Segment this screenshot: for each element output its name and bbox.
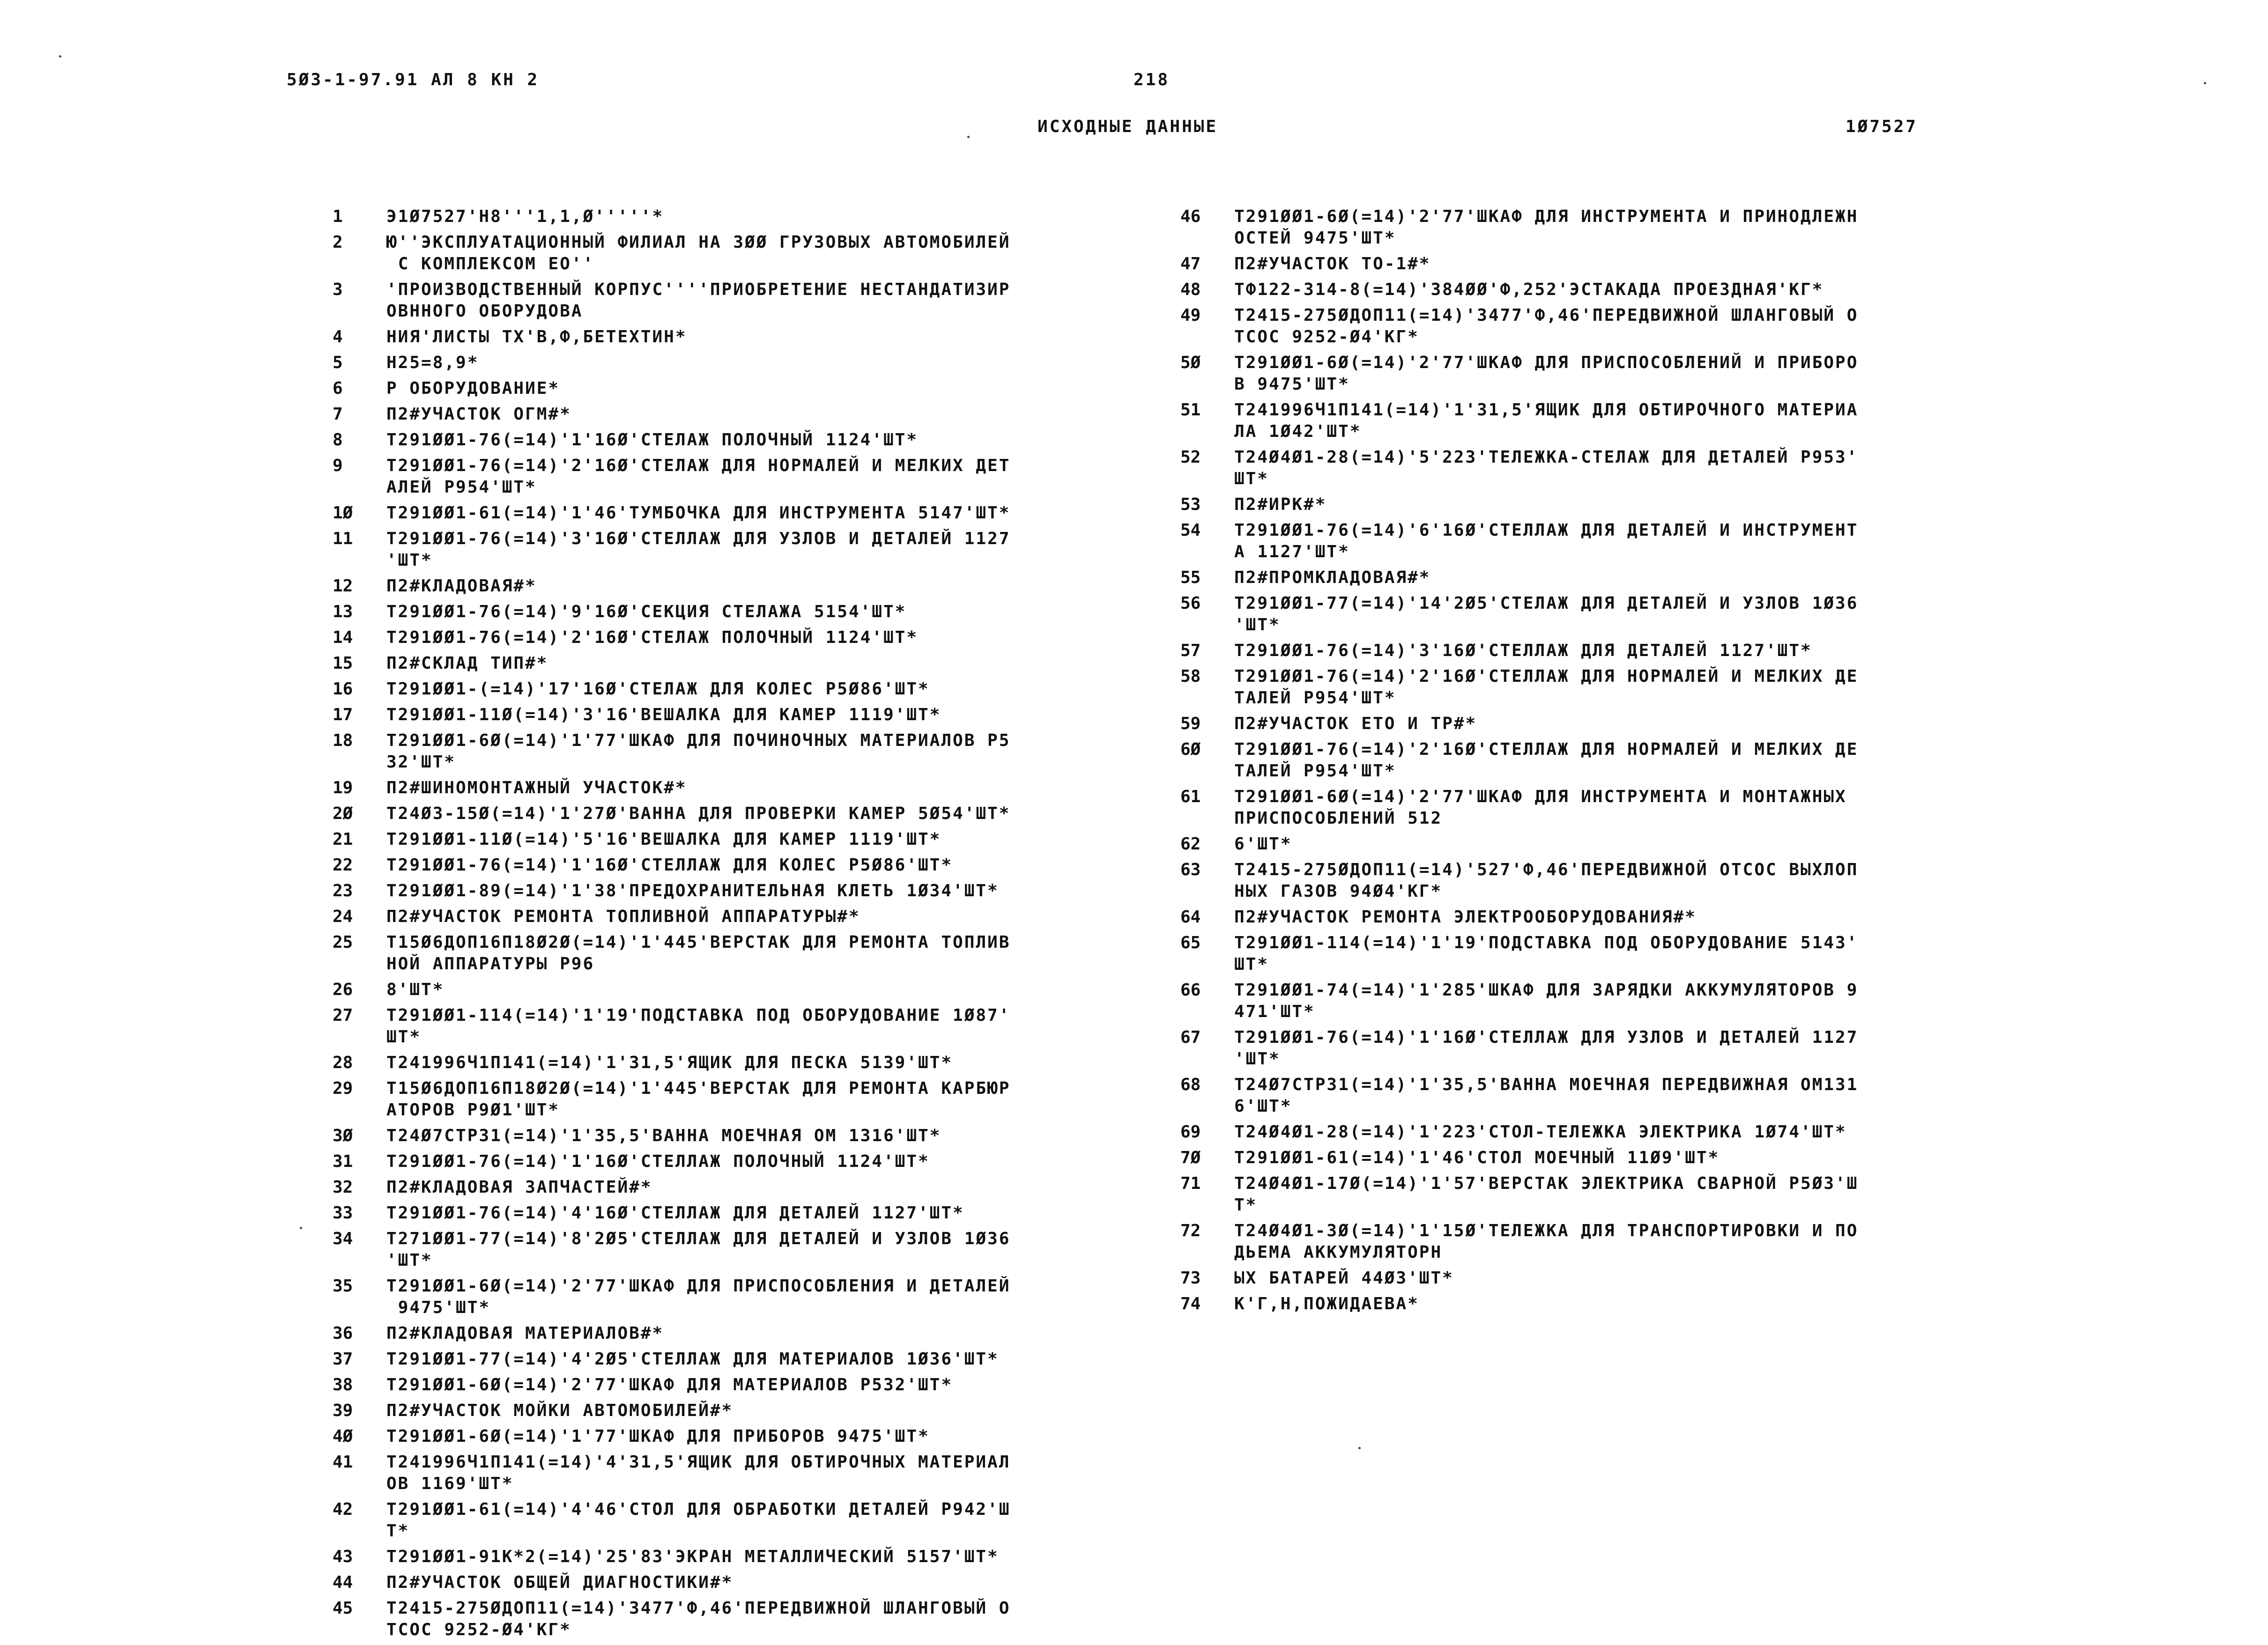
line-number: 6 [333,379,343,398]
listing-line [1180,447,2007,490]
listing-line [333,232,1159,275]
line-number: 53 [1180,495,1201,514]
listing-line [1180,1293,2007,1315]
listing-line [333,855,1159,876]
line-number: 16 [333,679,353,699]
listing-line [333,404,1159,425]
listing-line [333,1374,1159,1396]
listing-line [333,1228,1159,1271]
listing-line [333,1151,1159,1173]
listing-line [1180,279,2007,301]
line-text: П2#УЧАСТОК ТО-1#* [1234,254,1431,273]
listing-line [333,206,1159,228]
listing-line [333,528,1159,571]
listing-line [333,932,1159,975]
line-text: ЫХ БАТАРЕЙ 44Ø3'ШТ* [1234,1269,1454,1288]
line-number: 54 [1180,521,1201,540]
line-number: 33 [333,1203,353,1223]
listing-line [333,829,1159,850]
listing-line [333,1125,1159,1147]
line-text: Т291ØØ1-76(=14)'2'16Ø'СТЕЛЛАЖ ДЛЯ НОРМАЛЕЙ И МЕЛКИХ ДЕ ТАЛЕЙ Р954'ШТ* [1234,667,1859,708]
listing-line [333,1005,1159,1048]
listing-line [333,1177,1159,1198]
listing-line [333,378,1159,399]
line-text: П2#ШИНОМОНТАЖНЫЙ УЧАСТОК#* [386,778,687,797]
line-text: Т291ØØ1-89(=14)'1'38'ПРЕДОХРАНИТЕЛЬНАЯ КЛЕТЬ 1Ø34'ШТ* [386,881,999,900]
line-text: Т291ØØ1-11Ø(=14)'3'16'ВЕШАЛКА ДЛЯ КАМЕР 1119'ШТ* [386,705,941,724]
page-number: 218 [1134,70,1170,89]
line-number: 62 [1180,834,1201,854]
line-text: Т291ØØ1-11Ø(=14)'5'16'ВЕШАЛКА ДЛЯ КАМЕР 1119'ШТ* [386,830,941,849]
listing-line [333,803,1159,825]
page-title: ИСХОДНЫЕ ДАННЫЕ [1038,117,1218,136]
line-text: Т24Ø3-15Ø(=14)'1'27Ø'ВАННА ДЛЯ ПРОВЕРКИ КАМЕР 5Ø54'ШТ* [386,804,1011,823]
listing-line [333,1499,1159,1542]
line-text: 6'ШТ* [1234,834,1292,854]
line-text: П2#КЛАДОВАЯ ЗАПЧАСТЕЙ#* [386,1178,652,1197]
listing-line [333,575,1159,597]
line-number: 31 [333,1152,353,1171]
line-text: Т291ØØ1-91К*2(=14)'25'83'ЭКРАН МЕТАЛЛИЧЕСКИЙ 5157'ШТ* [386,1547,999,1566]
line-number: 29 [333,1079,353,1098]
left-column [333,206,1159,1645]
line-text: Т24Ø4Ø1-28(=14)'1'223'СТОЛ-ТЕЛЕЖКА ЭЛЕКТРИКА 1Ø74'ШТ* [1234,1122,1847,1142]
line-number: 39 [333,1401,353,1420]
listing-line [1180,786,2007,829]
line-text: Т291ØØ1-61(=14)'1'46'ТУМБОЧКА ДЛЯ ИНСТРУМЕНТА 5147'ШТ* [386,503,1011,523]
listing-line [333,326,1159,348]
listing-line [1180,980,2007,1023]
listing-line [333,979,1159,1001]
listing-line [333,1202,1159,1224]
listing-line [1180,932,2007,975]
line-number: 61 [1180,787,1201,806]
line-text: Т291ØØ1-76(=14)'6'16Ø'СТЕЛЛАЖ ДЛЯ ДЕТАЛЕЙ И ИНСТРУМЕНТ А 1127'ШТ* [1234,521,1859,561]
line-text: Т24Ø4Ø1-17Ø(=14)'1'57'ВЕРСТАК ЭЛЕКТРИКА СВАРНОЙ Р5Ø3'Ш Т* [1234,1174,1859,1215]
line-number: 43 [333,1547,353,1566]
listing-line [1180,593,2007,636]
line-number: 18 [333,731,353,750]
line-number: 8 [333,430,343,450]
line-text: Р ОБОРУДОВАНИЕ* [386,379,560,398]
listing-line [333,502,1159,524]
listing-line [333,601,1159,623]
line-number: 13 [333,602,353,621]
line-text: Т291ØØ1-114(=14)'1'19'ПОДСТАВКА ПОД ОБОРУДОВАНИЕ 1Ø87' ШТ* [386,1006,1011,1047]
listing-line [333,279,1159,322]
line-number: 23 [333,881,353,900]
line-text: Т291ØØ1-77(=14)'14'2Ø5'СТЕЛАЖ ДЛЯ ДЕТАЛЕЙ И УЗЛОВ 1Ø36 'ШТ* [1234,594,1859,634]
scan-speck [300,1227,302,1229]
listing-line [333,704,1159,726]
line-text: Т291ØØ1-76(=14)'4'16Ø'СТЕЛЛАЖ ДЛЯ ДЕТАЛЕЙ 1127'ШТ* [386,1203,964,1223]
line-number: 56 [1180,594,1201,613]
listing-line [1180,1027,2007,1070]
line-text: ТФ122-314-8(=14)'384ØØ'Ф,252'ЭСТАКАДА ПРОЕЗДНАЯ'КГ* [1234,280,1824,299]
listing-line [1180,1121,2007,1143]
line-text: П2#УЧАСТОК РЕМОНТА ЭЛЕКТРООБОРУДОВАНИЯ#* [1234,907,1697,927]
line-number: 36 [333,1324,353,1343]
line-text: П2#УЧАСТОК ОГМ#* [386,405,571,424]
line-number: 2 [333,233,343,252]
line-text: Т291ØØ1-6Ø(=14)'1'77'ШКАФ ДЛЯ ПОЧИНОЧНЫХ МАТЕРИАЛОВ Р5 32'ШТ* [386,731,1011,772]
right-column [1180,206,2007,1319]
line-number: 65 [1180,933,1201,952]
line-text: П2#СКЛАД ТИП#* [386,654,548,673]
scan-speck [1358,1447,1361,1449]
line-number: 47 [1180,254,1201,273]
line-number: 1Ø [333,503,353,523]
line-text: Т291ØØ1-6Ø(=14)'2'77'ШКАФ ДЛЯ ПРИСПОСОБЛЕНИЙ И ПРИБОРО В 9475'ШТ* [1234,353,1859,394]
line-text: Т291ØØ1-76(=14)'2'16Ø'СТЕЛЛАЖ ДЛЯ НОРМАЛЕЙ И МЕЛКИХ ДЕ ТАЛЕЙ Р954'ШТ* [1234,740,1859,781]
line-text: Э1Ø7527'Н8'''1,1,Ø'''''* [386,207,664,226]
line-text: Т291ØØ1-76(=14)'1'16Ø'СТЕЛЛАЖ ДЛЯ УЗЛОВ И ДЕТАЛЕЙ 1127 'ШТ* [1234,1028,1859,1069]
line-number: 3 [333,280,343,299]
line-number: 37 [333,1350,353,1369]
line-text: Т241996Ч1П141(=14)'4'31,5'ЯЩИК ДЛЯ ОБТИРОЧНЫХ МАТЕРИАЛ ОВ 1169'ШТ* [386,1453,1011,1493]
listing-line [333,1426,1159,1447]
line-text: Т291ØØ1-76(=14)'9'16Ø'СЕКЦИЯ СТЕЛАЖА 5154'ШТ* [386,602,907,621]
listing-line [1180,1220,2007,1263]
listing-line [333,1349,1159,1370]
line-text: Т291ØØ1-76(=14)'3'16Ø'СТЕЛЛАЖ ДЛЯ ДЕТАЛЕЙ 1127'ШТ* [1234,641,1812,660]
line-text: Т291ØØ1-61(=14)'4'46'СТОЛ ДЛЯ ОБРАБОТКИ ДЕТАЛЕЙ Р942'Ш Т* [386,1500,1011,1541]
listing-line [333,906,1159,928]
line-number: 73 [1180,1269,1201,1288]
line-number: 59 [1180,714,1201,733]
line-text: Т291ØØ1-76(=14)'2'16Ø'СТЕЛАЖ ПОЛОЧНЫЙ 1124'ШТ* [386,628,918,647]
line-number: 57 [1180,641,1201,660]
listing-line [1180,640,2007,662]
line-text: П2#ПРОМКЛАДОВАЯ#* [1234,568,1431,587]
listing-line [1180,713,2007,735]
listing-line [333,455,1159,498]
line-text: Т291ØØ1-76(=14)'1'16Ø'СТЕЛЛАЖ ПОЛОЧНЫЙ 1124'ШТ* [386,1152,930,1171]
line-text: 'ПРОИЗВОДСТВЕННЫЙ КОРПУС''''ПРИОБРЕТЕНИЕ НЕСТАНДАТИЗИР ОВННОГО ОБОРУДОВА [386,280,1011,321]
line-number: 55 [1180,568,1201,587]
line-text: Т291ØØ1-77(=14)'4'2Ø5'СТЕЛЛАЖ ДЛЯ МАТЕРИАЛОВ 1Ø36'ШТ* [386,1350,999,1369]
line-text: П2#УЧАСТОК ЕТО И ТР#* [1234,714,1477,733]
line-number: 49 [1180,306,1201,325]
listing-line [333,352,1159,374]
line-number: 35 [333,1276,353,1296]
listing-line [333,730,1159,773]
line-number: 72 [1180,1221,1201,1240]
line-number: 71 [1180,1174,1201,1193]
listing-line [333,1546,1159,1568]
line-text: НИЯ'ЛИСТЫ ТХ'В,Ф,БЕТЕХТИН* [386,327,687,347]
listing-line [1180,520,2007,563]
listing-line [333,429,1159,451]
line-number: 22 [333,856,353,875]
line-text: Т291ØØ1-76(=14)'3'16Ø'СТЕЛЛАЖ ДЛЯ УЗЛОВ И ДЕТАЛЕЙ 1127 'ШТ* [386,529,1011,570]
line-text: Т241996Ч1П141(=14)'1'31,5'ЯЩИК ДЛЯ ОБТИРОЧНОГО МАТЕРИА ЛА 1Ø42'ШТ* [1234,400,1859,441]
line-text: Т15Ø6ДОП16П18Ø2Ø(=14)'1'445'ВЕРСТАК ДЛЯ РЕМОНТА ТОПЛИВ НОЙ АППАРАТУРЫ Р96 [386,933,1011,974]
line-text: Т24Ø7СТР31(=14)'1'35,5'ВАННА МОЕЧНАЯ ПЕРЕДВИЖНАЯ ОМ131 6'ШТ* [1234,1075,1859,1116]
listing-line [333,627,1159,649]
listing-line [1180,666,2007,709]
listing-line [333,880,1159,902]
line-number: 32 [333,1178,353,1197]
line-text: Т291ØØ1-61(=14)'1'46'СТОЛ МОЕЧНЫЙ 11Ø9'ШТ* [1234,1148,1720,1167]
listing-line [333,1323,1159,1344]
line-text: Т291ØØ1-114(=14)'1'19'ПОДСТАВКА ПОД ОБОРУДОВАНИЕ 5143' ШТ* [1234,933,1859,974]
listing-line [1180,494,2007,516]
line-number: 21 [333,830,353,849]
line-number: 2Ø [333,804,353,823]
listing-line [1180,305,2007,348]
line-number: 9 [333,456,343,475]
listing-line [1180,1268,2007,1289]
line-number: 67 [1180,1028,1201,1047]
line-text: Н25=8,9* [386,353,479,372]
line-text: Т2415-275ØДОП11(=14)'3477'Ф,46'ПЕРЕДВИЖНОЙ ШЛАНГОВЫЙ О ТСОС 9252-Ø4'КГ* [386,1599,1011,1639]
line-text: Т24Ø4Ø1-3Ø(=14)'1'15Ø'ТЕЛЕЖКА ДЛЯ ТРАНСПОРТИРОВКИ И ПО ДЬЕМА АККУМУЛЯТОРН [1234,1221,1859,1262]
line-text: Т291ØØ1-76(=14)'1'16Ø'СТЕЛАЖ ПОЛОЧНЫЙ 1124'ШТ* [386,430,918,450]
line-number: 6Ø [1180,740,1201,759]
line-text: Т291ØØ1-(=14)'17'16Ø'СТЕЛАЖ ДЛЯ КОЛЕС Р5Ø86'ШТ* [386,679,930,699]
line-text: Т291ØØ1-76(=14)'1'16Ø'СТЕЛЛАЖ ДЛЯ КОЛЕС Р5Ø86'ШТ* [386,856,953,875]
line-number: 26 [333,980,353,999]
line-text: Т291ØØ1-74(=14)'1'285'ШКАФ ДЛЯ ЗАРЯДКИ АККУМУЛЯТОРОВ 9 471'ШТ* [1234,981,1859,1021]
line-number: 1 [333,207,343,226]
line-number: 51 [1180,400,1201,420]
listing-line [1180,206,2007,249]
line-text: Т2415-275ØДОП11(=14)'3477'Ф,46'ПЕРЕДВИЖНОЙ ШЛАНГОВЫЙ О ТСОС 9252-Ø4'КГ* [1234,306,1859,347]
listing-line [1180,739,2007,782]
listing-line [333,1078,1159,1121]
listing-line [333,1598,1159,1641]
line-text: Т291ØØ1-6Ø(=14)'2'77'ШКАФ ДЛЯ ИНСТРУМЕНТА И ПРИНОДЛЕЖН ОСТЕЙ 9475'ШТ* [1234,207,1859,248]
line-number: 64 [1180,907,1201,927]
line-number: 58 [1180,667,1201,686]
line-number: 24 [333,907,353,926]
line-number: 38 [333,1375,353,1394]
line-text: Т15Ø6ДОП16П18Ø2Ø(=14)'1'445'ВЕРСТАК ДЛЯ РЕМОНТА КАРБЮР АТОРОВ Р9Ø1'ШТ* [386,1079,1011,1120]
doc-code: 5Ø3-1-97.91 АЛ 8 КН 2 [287,70,540,89]
line-text: Т24Ø7СТР31(=14)'1'35,5'ВАННА МОЕЧНАЯ ОМ 1316'ШТ* [386,1126,941,1145]
doc-id: 1Ø7527 [1846,117,1918,136]
line-text: Т291ØØ1-76(=14)'2'16Ø'СТЕЛАЖ ДЛЯ НОРМАЛЕЙ И МЕЛКИХ ДЕТ АЛЕЙ Р954'ШТ* [386,456,1011,497]
line-number: 7Ø [1180,1148,1201,1167]
line-number: 41 [333,1453,353,1472]
line-text: Т271ØØ1-77(=14)'8'2Ø5'СТЕЛЛАЖ ДЛЯ ДЕТАЛЕЙ И УЗЛОВ 1Ø36 'ШТ* [386,1229,1011,1270]
listing-line [333,653,1159,674]
line-number: 4 [333,327,343,347]
line-text: П2#УЧАСТОК РЕМОНТА ТОПЛИВНОЙ АППАРАТУРЫ#* [386,907,860,926]
line-number: 17 [333,705,353,724]
line-text: Т241996Ч1П141(=14)'1'31,5'ЯЩИК ДЛЯ ПЕСКА 5139'ШТ* [386,1053,953,1072]
line-number: 74 [1180,1294,1201,1313]
line-text: 8'ШТ* [386,980,445,999]
line-text: П2#УЧАСТОК МОЙКИ АВТОМОБИЛЕЙ#* [386,1401,734,1420]
listing-line [333,1052,1159,1074]
line-number: 44 [333,1573,353,1592]
line-number: 19 [333,778,353,797]
line-number: 15 [333,654,353,673]
line-text: Ю''ЭКСПЛУАТАЦИОННЫЙ ФИЛИАЛ НА 3ØØ ГРУЗОВЫХ АВТОМОБИЛЕЙ С КОМПЛЕКСОМ ЕО'' [386,233,1011,273]
line-number: 63 [1180,860,1201,879]
line-number: 52 [1180,448,1201,467]
line-number: 48 [1180,280,1201,299]
line-number: 45 [333,1599,353,1618]
line-number: 11 [333,529,353,548]
line-number: 69 [1180,1122,1201,1142]
line-number: 3Ø [333,1126,353,1145]
line-number: 7 [333,405,343,424]
line-number: 12 [333,576,353,596]
line-text: Т291ØØ1-6Ø(=14)'2'77'ШКАФ ДЛЯ ПРИСПОСОБЛЕНИЯ И ДЕТАЛЕЙ 9475'ШТ* [386,1276,1011,1317]
line-number: 5Ø [1180,353,1201,372]
line-number: 28 [333,1053,353,1072]
line-text: П2#КЛАДОВАЯ МАТЕРИАЛОВ#* [386,1324,664,1343]
listing-line [1180,1173,2007,1216]
line-text: Т291ØØ1-6Ø(=14)'2'77'ШКАФ ДЛЯ ИНСТРУМЕНТА И МОНТАЖНЫХ ПРИСПОСОБЛЕНИЙ 512 [1234,787,1847,828]
listing-line [333,1276,1159,1319]
listing-line [1180,352,2007,395]
listing-line [1180,253,2007,275]
line-number: 34 [333,1229,353,1248]
line-text: П2#ИРК#* [1234,495,1327,514]
listing-line [1180,1147,2007,1169]
line-number: 46 [1180,207,1201,226]
listing-line [333,1572,1159,1593]
listing-line [1180,859,2007,902]
line-text: Т24Ø4Ø1-28(=14)'5'223'ТЕЛЕЖКА-СТЕЛАЖ ДЛЯ ДЕТАЛЕЙ Р953' ШТ* [1234,448,1859,488]
scan-speck [59,55,61,58]
scan-speck [967,136,970,138]
listing-line [1180,834,2007,855]
line-number: 68 [1180,1075,1201,1094]
line-number: 42 [333,1500,353,1519]
listing-line [1180,1074,2007,1117]
listing-line [333,1400,1159,1422]
listing-line [1180,567,2007,589]
scan-speck [2204,82,2206,84]
line-text: Т291ØØ1-6Ø(=14)'2'77'ШКАФ ДЛЯ МАТЕРИАЛОВ Р532'ШТ* [386,1375,953,1394]
line-number: 27 [333,1006,353,1025]
line-number: 4Ø [333,1427,353,1446]
line-number: 66 [1180,981,1201,1000]
line-text: Т2415-275ØДОП11(=14)'527'Ф,46'ПЕРЕДВИЖНОЙ ОТСОС ВЫХЛОП НЫХ ГАЗОВ 94Ø4'КГ* [1234,860,1859,901]
listing-line [333,777,1159,799]
line-number: 14 [333,628,353,647]
listing-line [1180,399,2007,443]
line-number: 25 [333,933,353,952]
line-text: П2#УЧАСТОК ОБЩЕЙ ДИАГНОСТИКИ#* [386,1573,734,1592]
line-number: 5 [333,353,343,372]
line-text: П2#КЛАДОВАЯ#* [386,576,537,596]
line-text: Т291ØØ1-6Ø(=14)'1'77'ШКАФ ДЛЯ ПРИБОРОВ 9475'ШТ* [386,1427,930,1446]
line-text: К'Г,Н,ПОЖИДАЕВА* [1234,1294,1419,1313]
listing-line [333,1452,1159,1495]
listing-line [333,679,1159,700]
listing-line [1180,907,2007,928]
